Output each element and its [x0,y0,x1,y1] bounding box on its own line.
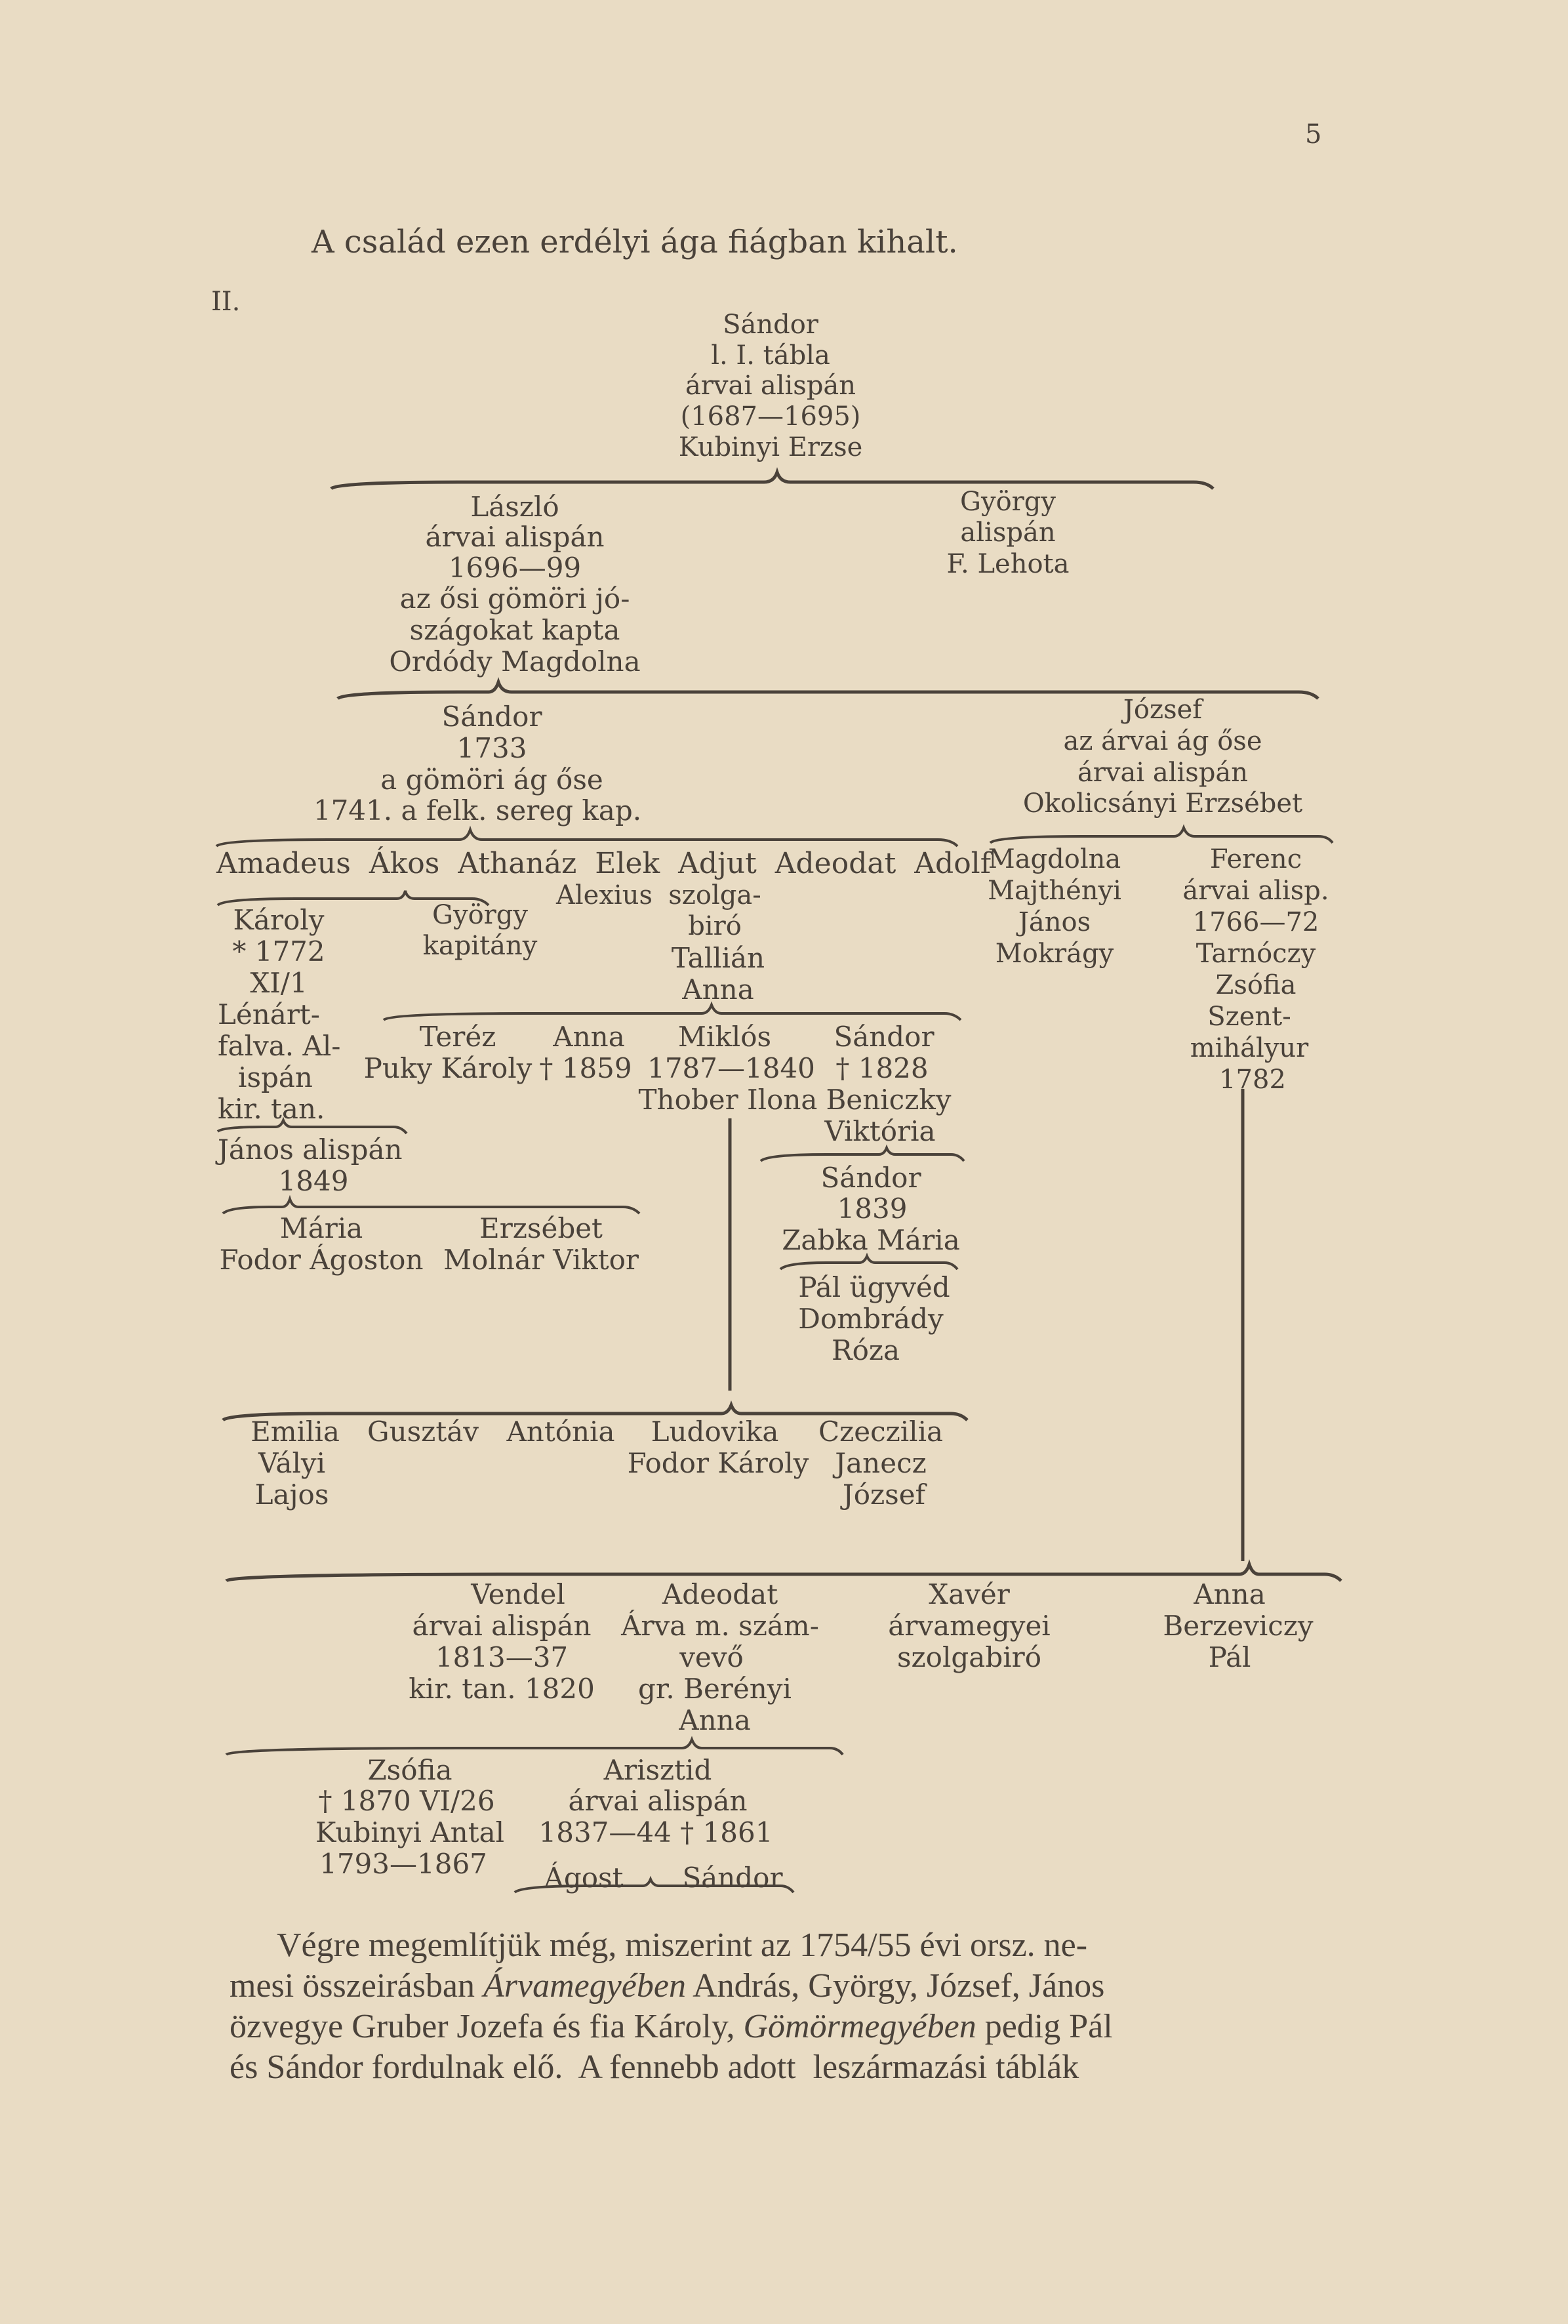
jozsef-title: árvai alispán [1077,758,1249,788]
erzsebet-name: Erzsébet [479,1212,603,1244]
sandor1839-name: Sándor [820,1162,921,1194]
ferenc-spouse2: Zsófia [1215,970,1297,1000]
gusztav-name: Gusztáv [367,1416,479,1448]
miklos-spouse: Thober Ilona [638,1084,818,1116]
adeodat2-spouse: gr. Berényi [638,1673,792,1705]
para-line-2-a: mesi összeirásban [230,1967,484,2005]
anna-b-name: Anna [1194,1578,1266,1610]
ferenc-place2: mihályur [1190,1033,1309,1063]
tallian-first: Anna [682,973,754,1006]
gyorgy-name: György [960,487,1056,517]
sandor-last-name: Sándor [682,1862,783,1894]
root-title: árvai alispán [685,371,856,401]
jozsef-spouse: Okolicsányi Erzsébet [1022,788,1303,819]
laszlo-name: László [470,491,559,523]
jozsef-name: József [1123,695,1203,725]
vendel-years: 1813—37 [435,1641,569,1673]
para-line-3-b: Gömörmegyében [743,2008,976,2045]
ludovika-name: Ludovika [651,1416,779,1448]
ferenc-spouse1: Tarnóczy [1196,939,1316,969]
jozsef-note: az árvai ág őse [1063,726,1262,756]
czeczilia-spouse2: József [842,1478,926,1511]
vendel-name: Vendel [471,1578,565,1610]
maria-name: Mária [279,1212,363,1244]
page-number: 5 [1305,119,1322,150]
erzsebet-spouse: Molnár Viktor [443,1244,639,1276]
section-label: II. [211,287,241,317]
ferenc-years: 1766—72 [1192,907,1319,937]
anna-b-spouse2: Pál [1208,1641,1251,1673]
para-line-2-c: András, György, József, János [685,1967,1105,2005]
janos-year: 1849 [278,1165,349,1197]
adeodat2-title2: vevő [679,1641,744,1673]
sandor1839-year: 1839 [837,1193,908,1225]
laszlo-spouse: Ordódy Magdolna [389,645,641,678]
xaver-name: Xavér [929,1578,1010,1610]
emilia-spouse2: Lajos [254,1478,329,1511]
sandor1828-spouse: Beniczky [826,1084,952,1116]
ferenc-name: Ferenc [1209,844,1302,874]
emilia-spouse: Vályi [258,1447,326,1479]
zsofia-spouse-years: 1793—1867 [319,1848,487,1880]
laszlo-years: 1696—99 [448,552,582,584]
para-line-4-text: és Sándor fordulnak elő. A fennebb adott leszármazási táblák [230,2049,1079,2086]
sandor1828-spouse2: Viktória [824,1115,936,1147]
zsofia-death: † 1870 VI/26 [318,1785,495,1817]
ferenc-title: árvai alisp. [1182,876,1329,906]
para-line-2-b: Árvamegyében [483,1967,686,2005]
anna1859-death: † 1859 [539,1052,632,1084]
sandor1828-death: † 1828 [835,1052,929,1084]
adeodat2-title: Árva m. szám- [621,1610,819,1642]
para-line-1-text: Végre megemlítjük még, miszerint az 1754/55 évi orsz. ne- [277,1926,1088,1964]
vendel-title: árvai alispán [412,1610,592,1642]
maria-spouse: Fodor Ágoston [219,1244,424,1276]
pal-name: Pál ügyvéd [798,1271,950,1303]
gyorgy-title: alispán [960,518,1056,548]
agost-name: Ágost [544,1862,624,1894]
laszlo-title: árvai alispán [425,521,605,553]
adeodat2-name: Adeodat [662,1578,778,1610]
para-line-4 [230,2047,1079,2088]
arisztid-name: Arisztid [603,1754,712,1786]
ferenc-place1: Szent- [1207,1002,1291,1032]
sandor1828-name: Sándor [834,1021,935,1053]
terez-name: Teréz [419,1021,496,1053]
ferenc-year: 1782 [1219,1065,1286,1095]
karoly-place2: falva. Al- [218,1030,341,1062]
sandor1733-note2: 1741. a felk. sereg kap. [313,794,642,826]
tallian-name: Tallián [671,942,765,974]
szolgabiro-2: biró [688,911,742,941]
janos-name: János alispán [218,1133,403,1166]
zsofia-name: Zsófia [367,1754,452,1786]
gen4-names: Amadeus Ákos Athanáz Elek Adjut Adeodat Adolf [216,847,992,880]
magdolna-spouse: Majthényi [988,876,1121,906]
karoly-place1: Lénárt- [218,998,320,1030]
vendel-rank: kir. tan. 1820 [409,1673,595,1705]
adeodat2-spouse2: Anna [679,1704,751,1736]
root-years: (1687—1695) [680,401,861,432]
root-name: Sándor [723,310,818,340]
ludovika-spouse: Fodor Károly [627,1447,809,1479]
alexius: Alexius [556,880,653,910]
zsofia-spouse: Kubinyi Antal [315,1816,505,1848]
antonia-name: Antónia [506,1416,615,1448]
laszlo-note1: az ősi gömöri jó- [399,582,630,615]
gyorgy-kap-name: György [432,900,528,930]
magdolna-spouse2: János [1018,907,1091,937]
gyorgy-kap-title: kapitány [422,931,538,961]
sandor1733-name: Sándor [441,701,542,733]
pal-spouse: Dombrády [798,1303,944,1335]
para-line-3-c: pedig Pál [976,2008,1113,2045]
sandor1733-year: 1733 [456,732,527,764]
czeczilia-name: Czeczilia [818,1416,944,1448]
miklos-years: 1787—1840 [647,1052,815,1084]
page-heading: A család ezen erdélyi ága fiágban kihalt. [312,224,958,260]
terez-spouse: Puky Károly [363,1052,533,1084]
pal-spouse2: Róza [831,1334,900,1366]
karoly-title: ispán [238,1061,313,1093]
magdolna-name: Magdolna [988,844,1121,874]
gyorgy-place: F. Lehota [946,549,1070,579]
laszlo-note2: szágokat kapta [409,614,620,646]
para-line-3 [230,2007,1113,2047]
magdolna-place: Mokrágy [995,939,1114,969]
root-spouse: Kubinyi Erzse [678,432,863,462]
miklos-name: Miklós [677,1021,772,1053]
xaver-title2: szolgabiró [896,1641,1042,1673]
arisztid-title: árvai alispán [568,1785,748,1817]
para-line-3-a: özvegye Gruber Jozefa és fia Károly, [230,2008,744,2045]
sandor1733-note: a gömöri ág őse [380,764,603,796]
karoly-date: XI/1 [250,967,308,999]
anna1859-name: Anna [553,1021,625,1053]
root-ref: l. I. tábla [711,340,830,371]
czeczilia-spouse: Janecz [835,1447,927,1479]
sandor1839-spouse: Zabka Mária [782,1224,960,1256]
para-line-2 [230,1966,1104,2007]
szolgabiro-1: szolga- [668,880,761,910]
para-line-1 [277,1925,1087,1966]
anna-b-spouse: Berzeviczy [1163,1610,1314,1642]
emilia-name: Emilia [251,1416,340,1448]
karoly-born: * 1772 [232,935,325,968]
xaver-title: árvamegyei [888,1610,1051,1642]
arisztid-years: 1837—44 † 1861 [538,1816,773,1848]
karoly-name: Károly [233,904,325,936]
karoly-rank: kir. tan. [218,1093,325,1125]
